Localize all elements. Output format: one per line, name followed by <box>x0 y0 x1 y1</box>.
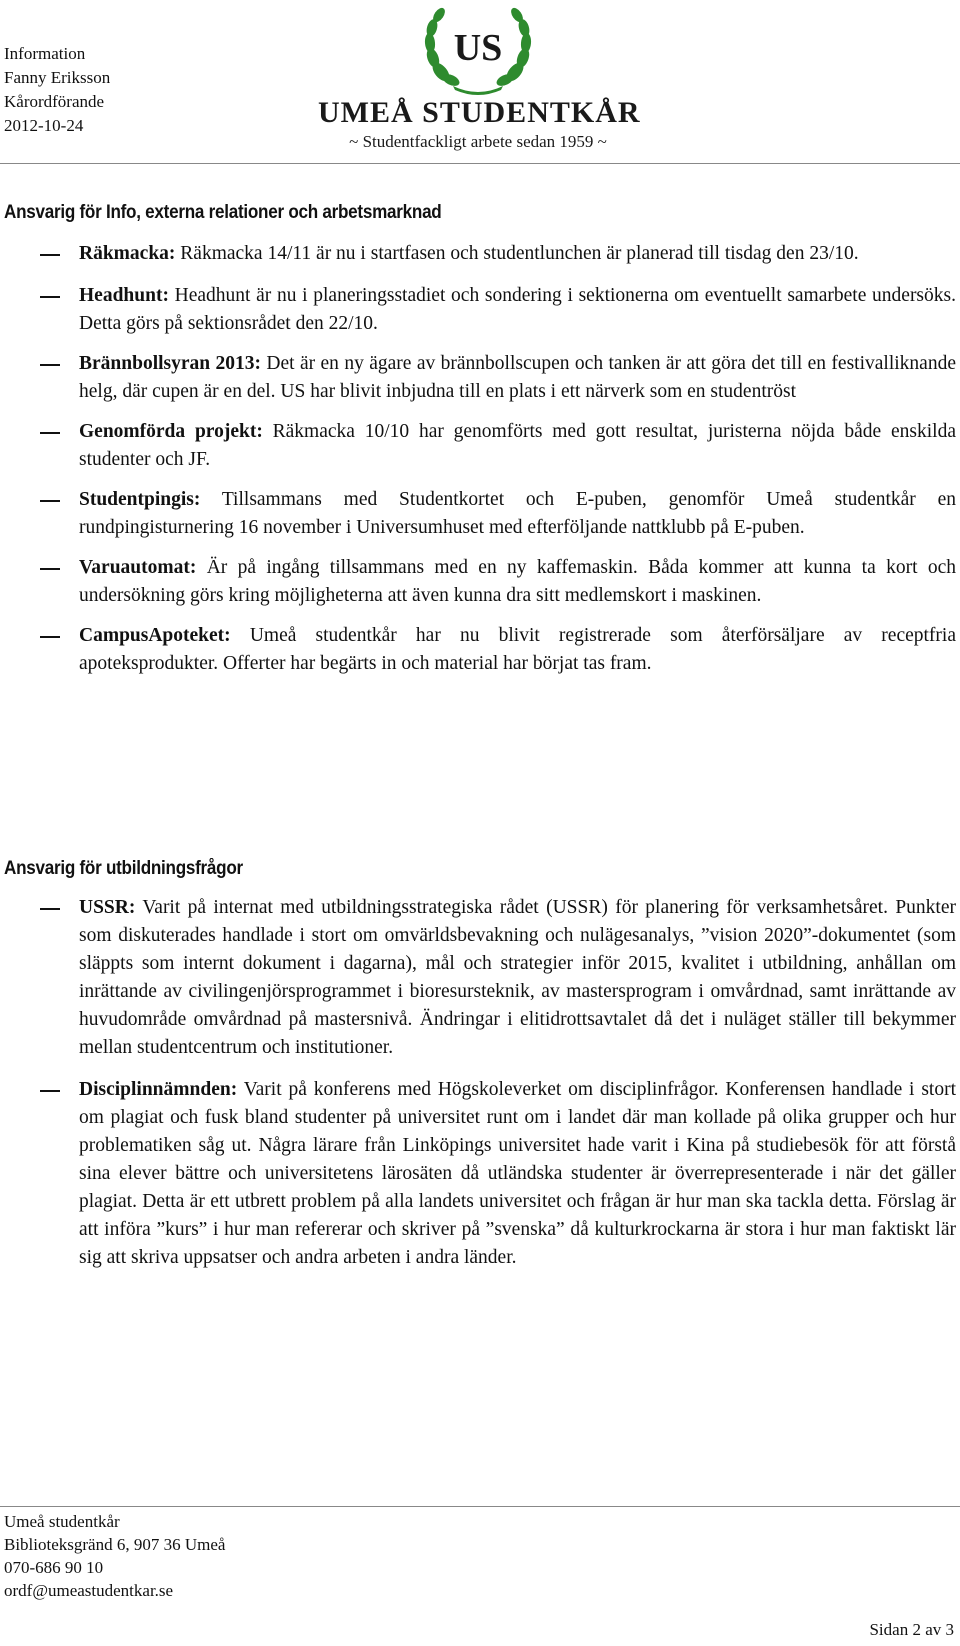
item-term: Disciplinnämnden: <box>79 1079 238 1100</box>
list-item <box>0 622 960 678</box>
list-item <box>0 894 960 1062</box>
umea-studentkar-logo <box>318 2 641 152</box>
list-item <box>0 240 960 268</box>
item-term: Headhunt: <box>79 285 169 306</box>
item-term: Studentpingis: <box>79 489 201 510</box>
dash-bullet-icon <box>40 908 60 910</box>
dash-bullet-icon <box>40 1090 60 1092</box>
logo-tagline: ~ Studentfackligt arbete sedan 1959 ~ <box>349 132 607 151</box>
logo-monogram: US <box>453 27 503 69</box>
item-text: Varit på internat med utbildningsstrategiska rådet (USSR) för planering för verksamhetsåret. Punkter som diskuterades handlade i stort om omvärldsbevakning och nulägesanalys, ”vision 2020”-dokumentet (som släppts som internt dokument i dagarna), mål och strategier inför 2015, kvalitet i utbildning, anhållan om inrättande av civilingenjörsprogrammet i bioresursteknik, av mastersprogram i omvårdnad, samt inrättande av huvudområde omvårdnad på mastersnivå. Ändringar i elitidrottsavtalet då det i nuläget ställer till bekymmer mellan studentcentrum och institutioner. <box>79 897 956 1058</box>
author-name: Fanny Eriksson <box>4 68 111 87</box>
dash-bullet-icon <box>40 254 60 256</box>
author-role: Kårordförande <box>4 92 105 111</box>
dash-bullet-icon <box>40 500 60 502</box>
logo-title: UMEÅ STUDENTKÅR <box>318 96 641 129</box>
header-divider <box>0 163 960 164</box>
item-text: Räkmacka 10/10 har genomförts med gott resultat, juristerna nöjda både enskilda studenter och JF. <box>79 421 956 470</box>
laurel-wreath-icon <box>413 2 543 98</box>
section-list-education <box>0 894 960 1272</box>
list-item <box>0 486 960 542</box>
item-text: Varit på konferens med Högskoleverket om disciplinfrågor. Konferensen handlade i stort om plagiat och fusk bland studenter på universitet runt om i landet där man kollade på olika grupper och hur problematiken såg ut. Några lärare från Linköpings universitet hade varit i Kina på studiebesök för att förstå sina elever bättre och universitetens lärosäten då utländska studenter är överrepresenterade i när det gäller plagiat. Detta är ett utbrett problem på alla landets universitet och frågan är hur man ska tackla detta. Förslag är att införa ”kurs” i hur man refererar och skriver på ”svenska” då kulturkrockarna är stora i hur man faktiskt lär sig att skriva uppsatser och andra arbeten i andra länder. <box>79 1079 956 1268</box>
item-text: Det är en ny ägare av brännbollscupen och tanken är att göra det till en festivalliknande helg, där cupen är en del. US har blivit inbjudna till en plats i ett närverk som en studentröst <box>79 353 956 402</box>
item-term: Räkmacka: <box>79 243 176 264</box>
item-term: USSR: <box>79 897 136 918</box>
document-meta <box>4 42 110 138</box>
dash-bullet-icon <box>40 636 60 638</box>
footer-phone: 070-686 90 10 <box>4 1558 104 1577</box>
section-heading-info: Ansvarig för Info, externa relationer och arbetsmarknad <box>4 202 442 223</box>
footer-divider <box>0 1506 960 1507</box>
item-text: Umeå studentkår har nu blivit registrerade som återförsäljare av receptfria apoteksprodukter. Offerter har begärts in och material har börjat tas fram. <box>79 625 956 674</box>
item-text: Är på ingång tillsammans med en ny kaffemaskin. Båda kommer att kunna ta kort och undersökning görs kring möjligheterna att även kunna dra sitt medlemskort i maskinen. <box>79 557 956 606</box>
item-term: Genomförda projekt: <box>79 421 263 442</box>
item-term: Varuautomat: <box>79 557 197 578</box>
footer-address: Biblioteksgränd 6, 907 36 Umeå <box>4 1535 226 1554</box>
footer-email: ordf@umeastudentkar.se <box>4 1581 174 1600</box>
item-text: Headhunt är nu i planeringsstadiet och sondering i sektionerna om eventuellt samarbete undersöks. Detta görs på sektionsrådet den 22/10. <box>79 285 956 334</box>
list-item <box>0 1076 960 1272</box>
list-item <box>0 350 960 406</box>
dash-bullet-icon <box>40 432 60 434</box>
item-text: Räkmacka 14/11 är nu i startfasen och studentlunchen är planerad till tisdag den 23/10. <box>175 243 859 264</box>
list-item <box>0 282 960 338</box>
item-term: CampusApoteket: <box>79 625 231 646</box>
section-list-info <box>0 240 960 678</box>
dash-bullet-icon <box>40 364 60 366</box>
section-heading-education: Ansvarig för utbildningsfrågor <box>4 858 243 879</box>
page-number: Sidan 2 av 3 <box>869 1620 954 1639</box>
item-term: Brännbollsyran 2013: <box>79 353 262 374</box>
footer-contact <box>4 1510 225 1602</box>
list-item <box>0 554 960 610</box>
dash-bullet-icon <box>40 568 60 570</box>
dash-bullet-icon <box>40 296 60 298</box>
item-text: Tillsammans med Studentkortet och E-puben, genomför Umeå studentkår en rundpingisturnering 16 november i Universumhuset med efterföljande nattklubb på E-puben. <box>79 489 956 538</box>
footer-org: Umeå studentkår <box>4 1512 120 1531</box>
doc-type: Information <box>4 44 86 63</box>
list-item <box>0 418 960 474</box>
doc-date: 2012-10-24 <box>4 116 84 135</box>
